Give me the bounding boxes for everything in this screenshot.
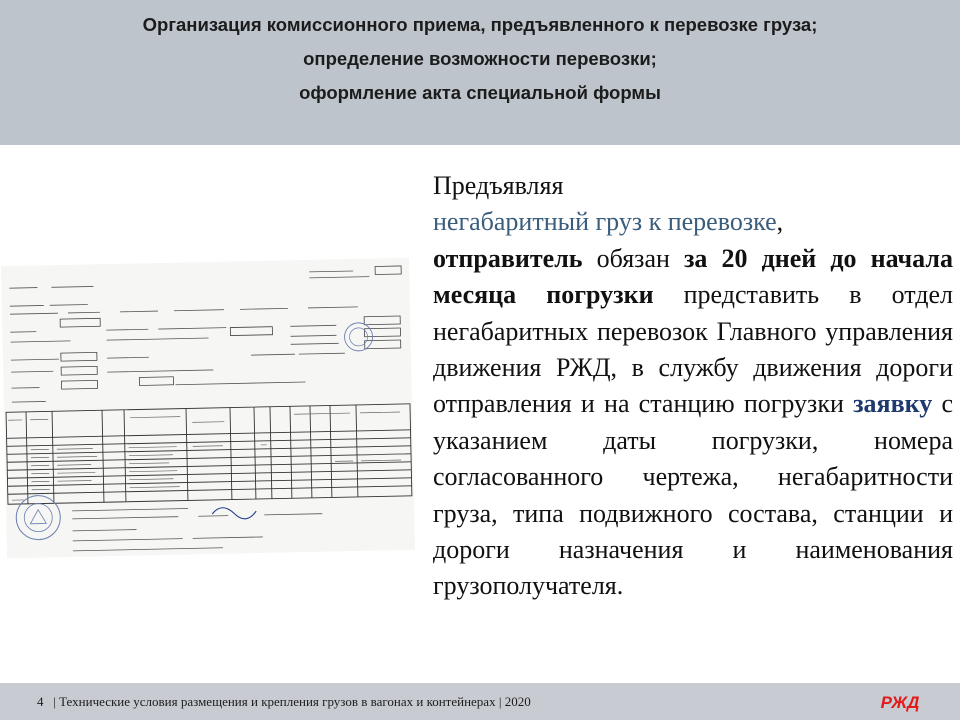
deadline-phrase: за 20 дней до начала месяца погрузки <box>433 243 953 310</box>
comma: , <box>776 207 784 237</box>
course-title: Технические условия размещения и крепления грузов в вагонах и контейнерах <box>59 694 496 709</box>
footer-year: 2020 <box>504 694 531 709</box>
body-paragraph <box>433 168 953 605</box>
footer-caption <box>37 694 531 710</box>
sender-word: отправитель <box>433 243 583 273</box>
footer-separator: | <box>498 694 502 709</box>
footer-separator: | <box>53 694 56 709</box>
slide-title-line-2: определение возможности перевозки; <box>303 48 657 69</box>
oversized-cargo-phrase: негабаритный груз к перевозке <box>433 207 777 237</box>
submission-text: представить в отдел негабаритных перевозок Главного управления движения РЖД, в службу движения дороги отправления и на станцию погрузки <box>433 280 953 419</box>
rzd-logo-text: РЖД <box>880 693 920 712</box>
request-word: заявку <box>853 389 933 419</box>
intro-text: Предъявляя <box>433 171 564 200</box>
slide-title-line-3: оформление акта специальной формы <box>299 82 661 103</box>
rzd-logo-icon <box>880 690 920 714</box>
details-text: с указанием даты погрузки, номера согласованного чертежа, негабаритности груза, типа подвижного состава, станции и дороги назначения и наименования грузополучателя. <box>433 389 953 601</box>
page-number: 4 <box>37 694 44 709</box>
obliged-word: обязан <box>582 243 684 273</box>
slide-title-line-1: Организация комиссионного приема, предъявленного к перевозке груза; <box>142 14 818 35</box>
scanned-request-form-image <box>0 258 420 558</box>
